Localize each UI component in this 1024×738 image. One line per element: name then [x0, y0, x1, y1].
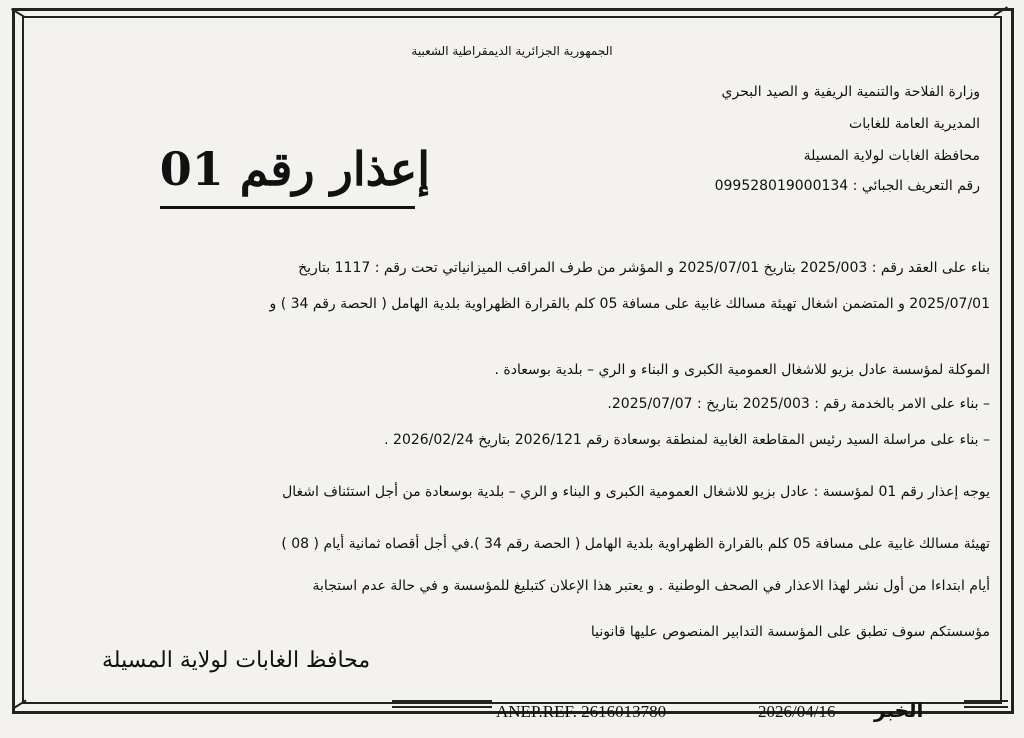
footer-rule-right — [964, 700, 1008, 702]
body-line-5: – بناء على مراسلة السيد رئيس المقاطعة الغابية لمنطقة بوسعادة رقم 2026/121 بتاريخ 2026/02/24 . — [384, 432, 990, 448]
footer-rule-right-2 — [964, 706, 1008, 708]
body-line-8: أيام ابتداءا من أول نشر لهذا الاعذار في الصحف الوطنية . و يعتبر هذا الإعلان كتبليغ للمؤسسة و في حالة عدم استجابة — [312, 578, 990, 594]
republic-header: الجمهورية الجزائرية الديمقراطية الشعبية — [411, 44, 613, 58]
body-line-4: – بناء على الامر بالخدمة رقم : 2025/003 بتاريخ : 2025/07/07. — [607, 396, 990, 412]
conservation-line: محافظة الغابات لولاية المسيلة — [803, 148, 980, 164]
directorate-line: المديرية العامة للغابات — [849, 116, 980, 132]
body-line-2: 2025/07/01 و المتضمن اشغال تهيئة مسالك غابية على مسافة 05 كلم بالقرارة الظهراوية بلدية الهامل ( الحصة رقم 34 ) و — [269, 296, 990, 312]
publication-date: 2026/04/16 — [758, 702, 836, 721]
anep-reference: ANEP.REF. 2616013780 — [496, 702, 667, 721]
body-line-7: تهيئة مسالك غابية على مسافة 05 كلم بالقرارة الظهراوية بلدية الهامل ( الحصة رقم 34 ).في أجل أقصاه ثمانية أيام ( 08 ) — [281, 536, 990, 552]
signature: محافظ الغابات لولاية المسيلة — [102, 648, 371, 673]
body-line-3: الموكلة لمؤسسة عادل بزيو للاشغال العمومية الكبرى و البناء و الري – بلدية بوسعادة . — [494, 362, 990, 378]
footer-rule-left — [392, 700, 492, 702]
footer-rule-left-2 — [392, 706, 492, 708]
body-line-1: بناء على العقد رقم : 2025/003 بتاريخ 2025/07/01 و المؤشر من طرف المراقب الميزانياتي تحت رقم : 1117 بتاريخ — [298, 260, 990, 276]
notice-title: إعذار رقم 01 — [159, 142, 430, 196]
title-underline — [160, 206, 415, 209]
body-line-6: يوجه إعذار رقم 01 لمؤسسة : عادل بزيو للاشغال العمومية الكبرى و البناء و الري – بلدية بوسعادة من أجل استئناف اشغال — [282, 484, 990, 500]
tax-id-line: رقم التعريف الجبائي : 099528019000134 — [714, 178, 980, 194]
newspaper-logo: الخبر — [874, 698, 924, 722]
ministry-line: وزارة الفلاحة والتنمية الريفية و الصيد البحري — [721, 84, 980, 100]
body-line-9: مؤسستكم سوف تطبق على المؤسسة التدابير المنصوص عليها قانونيا — [590, 624, 990, 640]
